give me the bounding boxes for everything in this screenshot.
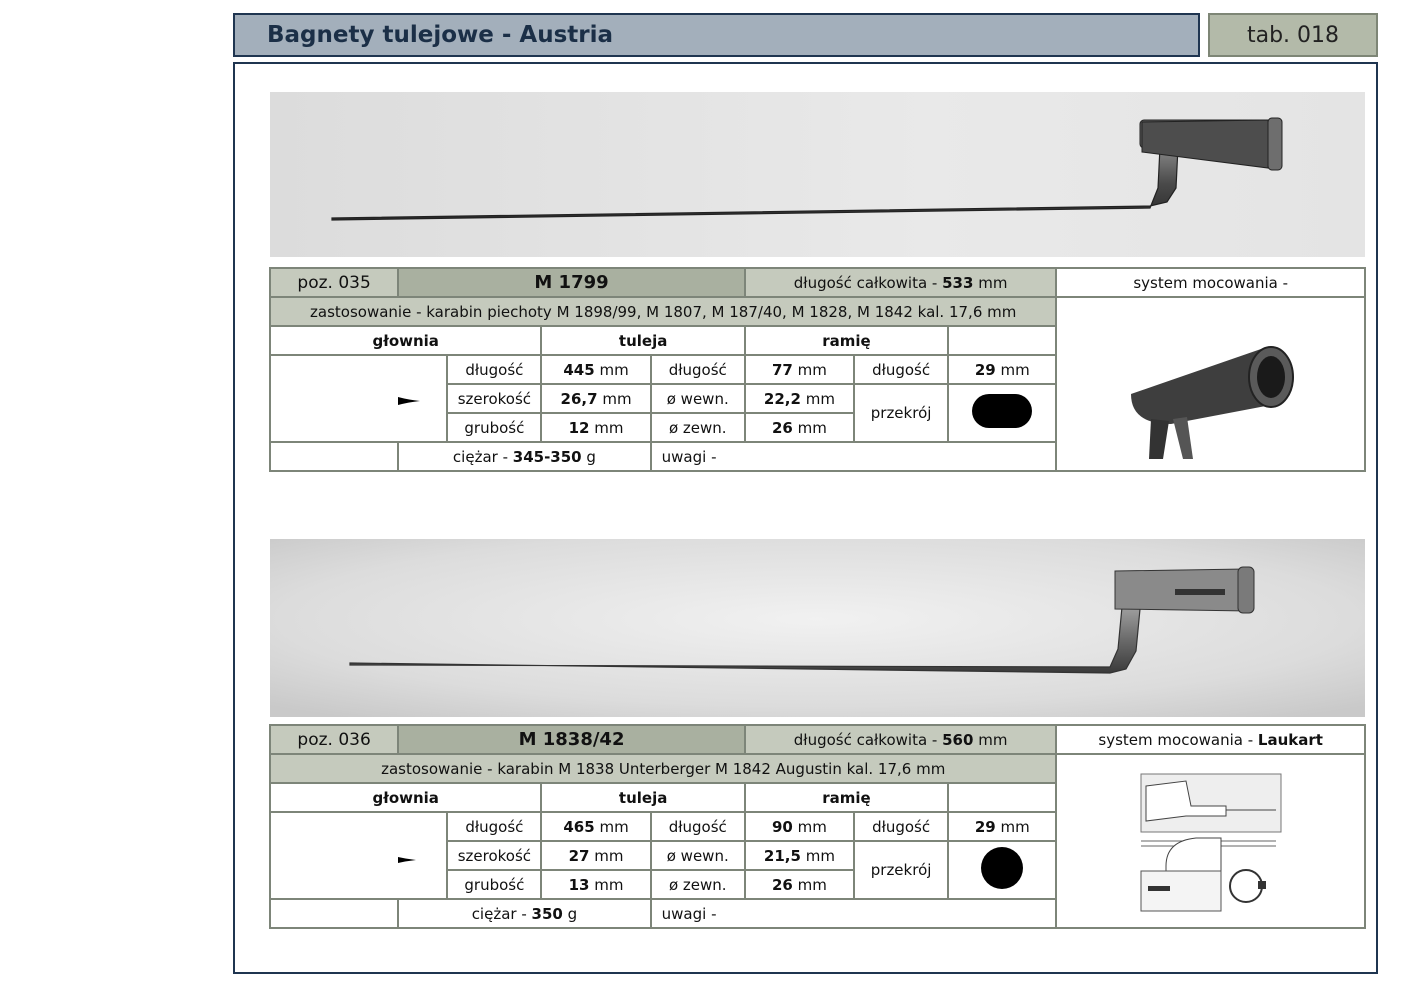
socket-outer-label: ø zewn.: [651, 870, 745, 899]
mount-diagram-cell: [1056, 754, 1365, 928]
arm-length-value: 29 mm: [948, 355, 1056, 384]
page-title: Bagnety tulejowe - Austria: [233, 13, 1200, 57]
socket-photo-cell: [1056, 297, 1365, 471]
arm-length-label: długość: [854, 812, 948, 841]
blade-cross-section-cell: [270, 355, 398, 442]
section-socket: tuleja: [541, 326, 744, 355]
usage-text: zastosowanie - karabin M 1838 Unterberger M 1842 Augustin kal. 17,6 mm: [270, 754, 1056, 783]
section-arm: ramię: [745, 326, 948, 355]
mount-system: system mocowania -: [1056, 268, 1365, 297]
blade-thickness-value: 13 mm: [541, 870, 650, 899]
blade-cross-section-cell: [270, 812, 398, 899]
position-number: poz. 036: [270, 725, 398, 754]
blade-cross-section-star: [398, 366, 430, 436]
socket-outer-value: 26 mm: [745, 870, 854, 899]
socket-outer-value: 26 mm: [745, 413, 854, 442]
blade-length-label: długość: [447, 355, 541, 384]
arm-section-shape: [948, 384, 1056, 442]
blade-thickness-label: grubość: [447, 870, 541, 899]
blade-cross-section-illustration: [398, 812, 447, 899]
weight: ciężar - 345-350 g: [398, 442, 650, 471]
section-blade: głownia: [270, 326, 541, 355]
total-length: długość całkowita - 560 mm: [745, 725, 1057, 754]
empty-cell: [270, 899, 398, 928]
blade-width-value: 27 mm: [541, 841, 650, 870]
blade-length-label: długość: [447, 812, 541, 841]
spec-table-035: [269, 267, 1366, 472]
total-length: długość całkowita - 533 mm: [745, 268, 1057, 297]
socket-inner-label: ø wewn.: [651, 384, 745, 413]
bayonet-photo-035: [270, 92, 1365, 257]
arm-section-shape: [948, 841, 1056, 899]
section-blade: głownia: [270, 783, 541, 812]
mount-system: system mocowania - Laukart: [1056, 725, 1365, 754]
mount-diagram: [1126, 766, 1296, 916]
notes: uwagi -: [651, 899, 1057, 928]
model-name: M 1799: [398, 268, 745, 297]
socket-inner-value: 22,2 mm: [745, 384, 854, 413]
notes: uwagi -: [651, 442, 1057, 471]
model-name: M 1838/42: [398, 725, 745, 754]
blade-cross-section-star: [398, 825, 426, 895]
position-number: poz. 035: [270, 268, 398, 297]
blade-width-label: szerokość: [447, 841, 541, 870]
bayonet-photo-036: [270, 539, 1365, 717]
circle-section-icon: [978, 844, 1026, 892]
usage-text: zastosowanie - karabin piechoty M 1898/99, M 1807, M 187/40, M 1828, M 1842 kal. 17,6 mm: [270, 297, 1056, 326]
socket-inner-value: 21,5 mm: [745, 841, 854, 870]
socket-length-label: długość: [651, 812, 745, 841]
empty-cell: [270, 442, 398, 471]
blade-length-value: 465 mm: [541, 812, 650, 841]
blade-cross-section-illustration: [398, 355, 447, 442]
spec-table-036: [269, 724, 1366, 929]
blade-length-value: 445 mm: [541, 355, 650, 384]
weight: ciężar - 350 g: [398, 899, 650, 928]
blade-width-value: 26,7 mm: [541, 384, 650, 413]
socket-inner-label: ø wewn.: [651, 841, 745, 870]
socket-length-label: długość: [651, 355, 745, 384]
blade-width-label: szerokość: [447, 384, 541, 413]
section-socket: tuleja: [541, 783, 744, 812]
socket-photo: [1111, 309, 1311, 459]
blade-thickness-label: grubość: [447, 413, 541, 442]
oval-section-icon: [970, 391, 1034, 431]
section-arm: ramię: [745, 783, 948, 812]
table-number: tab. 018: [1208, 13, 1378, 57]
arm-section-label: przekrój: [854, 384, 948, 442]
arm-length-label: długość: [854, 355, 948, 384]
arm-section-label: przekrój: [854, 841, 948, 899]
socket-outer-label: ø zewn.: [651, 413, 745, 442]
socket-length-value: 77 mm: [745, 355, 854, 384]
arm-length-value: 29 mm: [948, 812, 1056, 841]
blade-thickness-value: 12 mm: [541, 413, 650, 442]
socket-length-value: 90 mm: [745, 812, 854, 841]
